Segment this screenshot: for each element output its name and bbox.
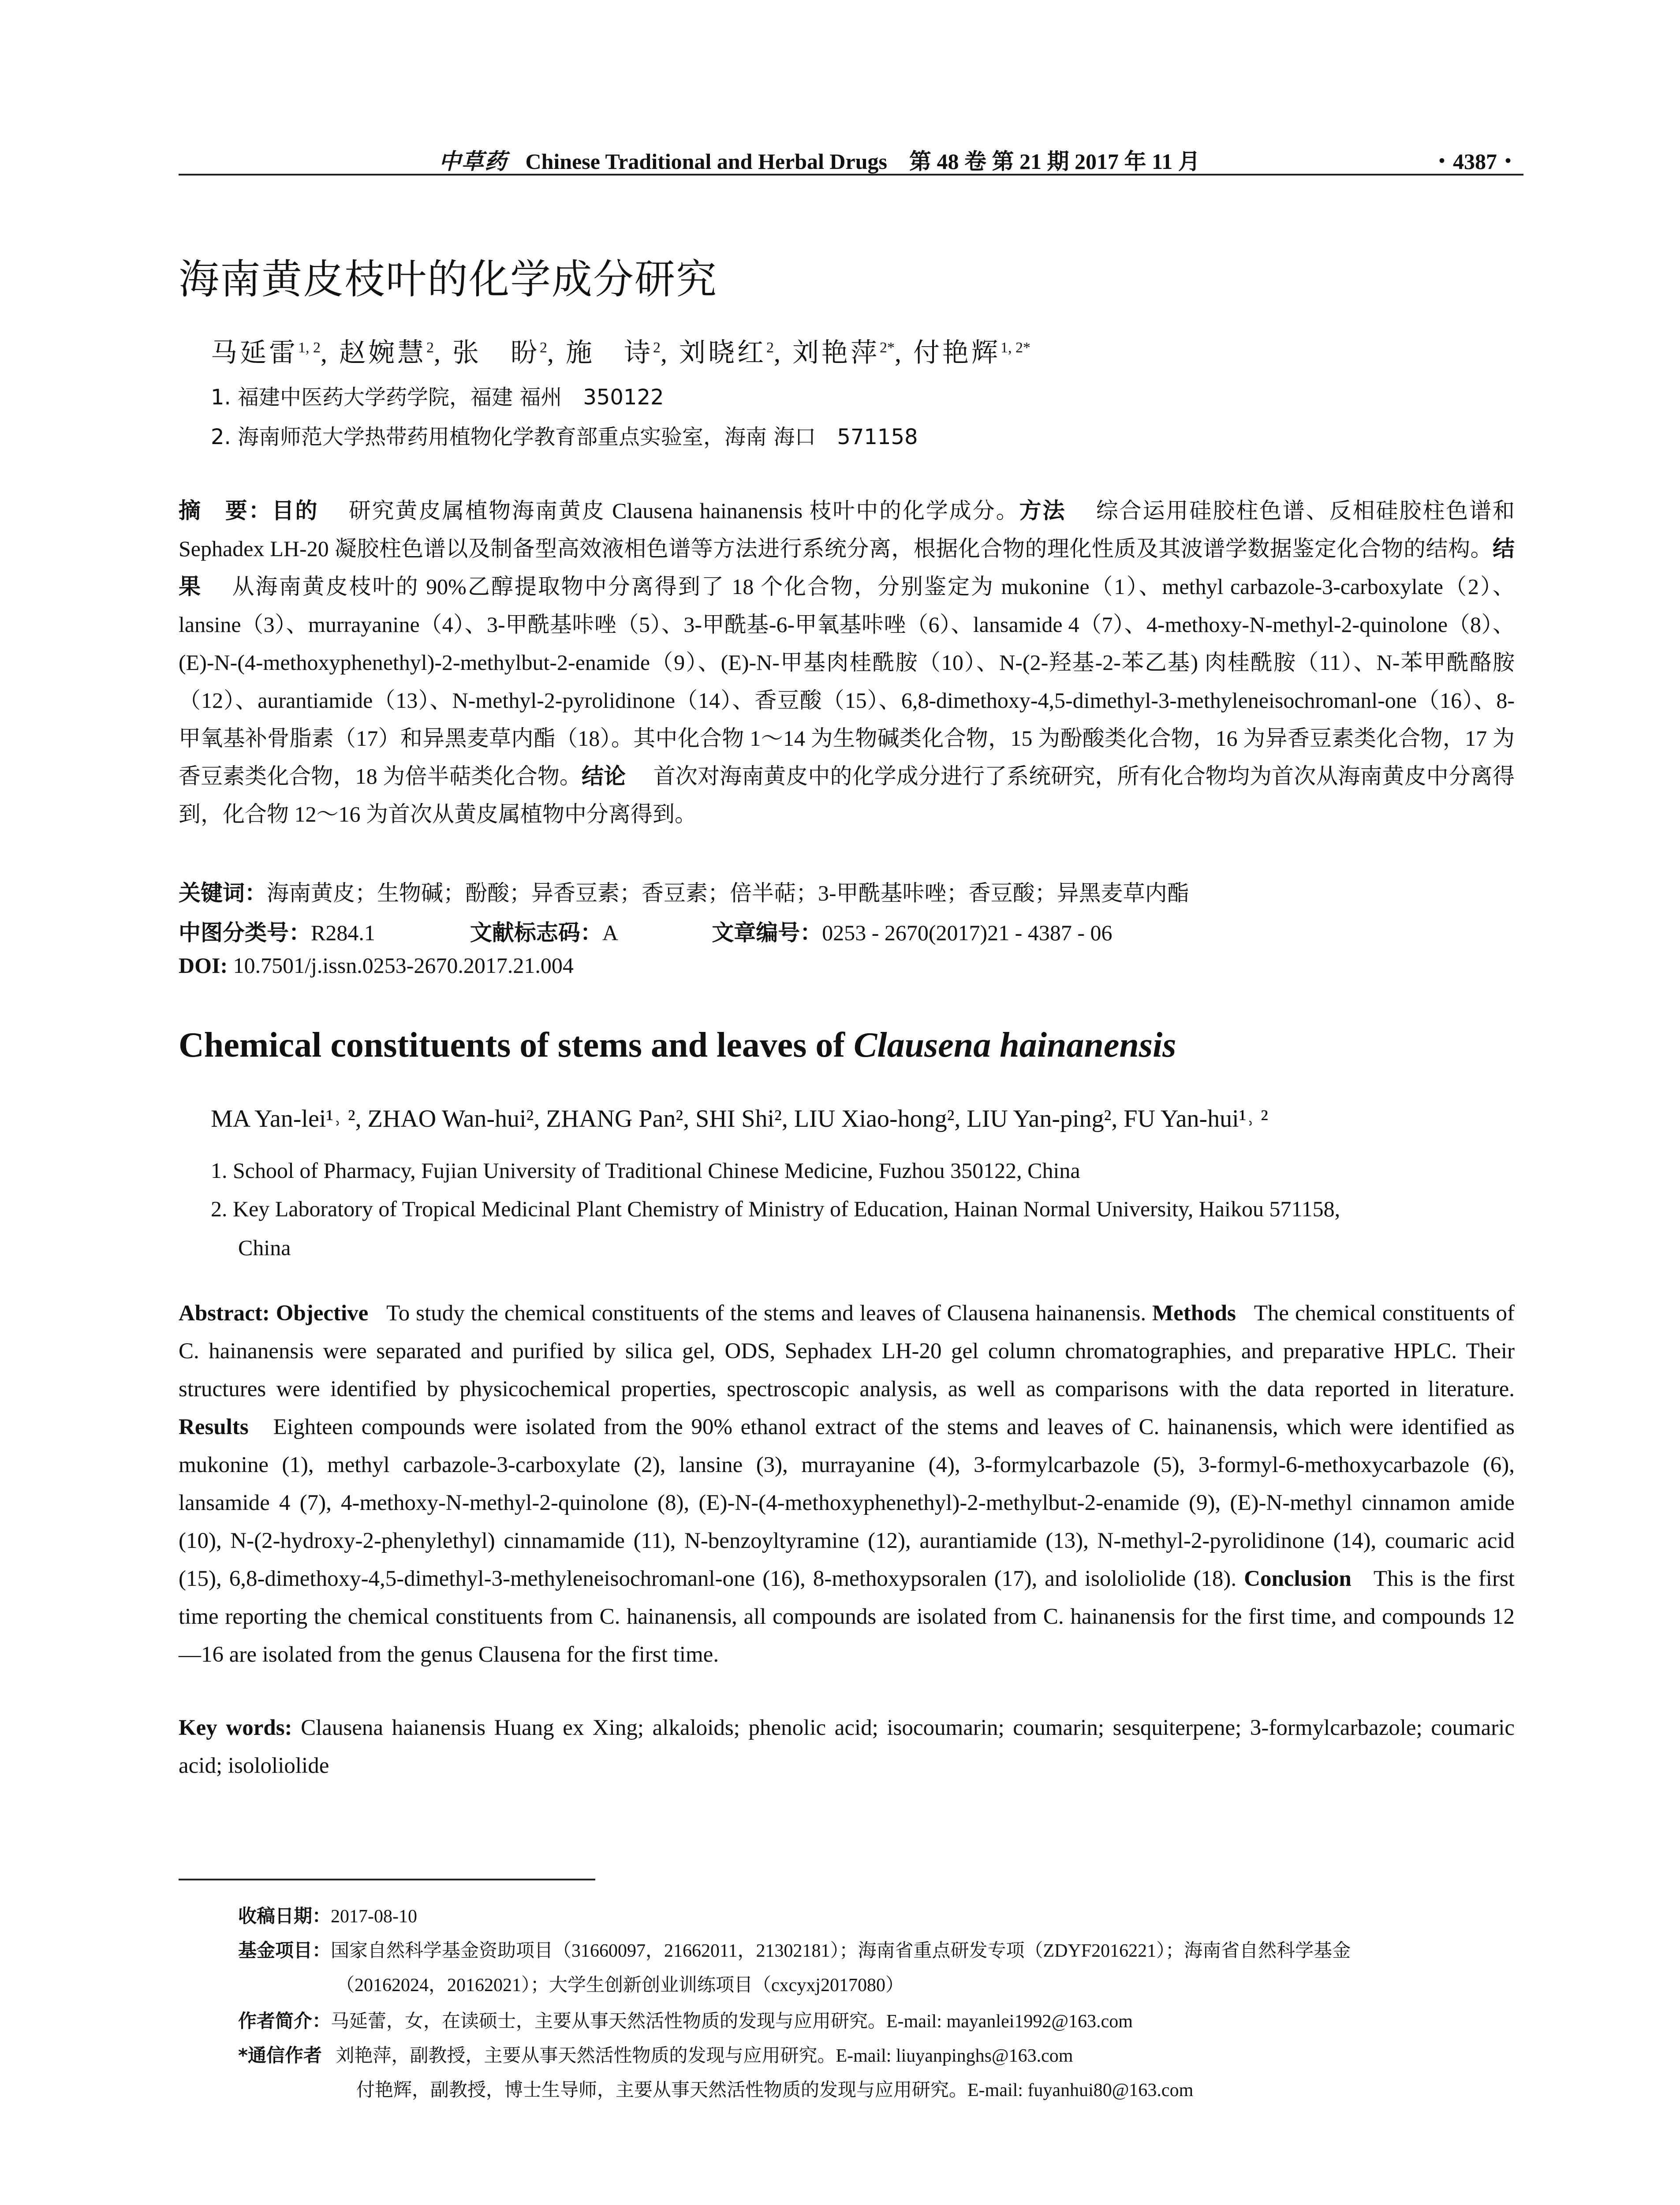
- cn-affiliation-1: 1. 福建中医药大学药学院，福建 福州 350122: [211, 385, 664, 410]
- corresponding-label: *通信作者: [238, 2044, 322, 2066]
- cn-author-affil: 1, 2*: [1001, 340, 1030, 356]
- cn-classification-row: [179, 915, 1112, 947]
- doi-row: [179, 953, 574, 978]
- author-bio-label: 作者简介：: [238, 2010, 331, 2032]
- cn-results-label: 结果: [179, 536, 1515, 599]
- received-label: 收稿日期：: [238, 1905, 331, 1927]
- author-bio-text: 马延蕾，女，在读硕士，主要从事天然活性物质的发现与应用研究。E-mail: mayanlei1992@163.com: [331, 2011, 1133, 2032]
- cn-abstract-label: 摘 要：: [179, 498, 272, 523]
- cn-author: 马延雷: [211, 338, 298, 367]
- cn-methods-text: 综合运用硅胶柱色谱、反相硅胶柱色谱和 Sephadex LH-20 凝胶柱色谱以及制备型高效液相色谱等方法进行系统分离，根据化合物的理化性质及其波谱学数据鉴定化合物的结构。: [179, 498, 1515, 561]
- journal-volume-info: Chinese Traditional and Herbal Drugs 第 48 卷 第 21 期 2017 年 11 月: [525, 149, 1200, 174]
- fund-text: 国家自然科学基金资助项目（31660097，21662011，21302181）；海南省重点研发专项（ZDYF2016221）；海南省自然科学基金: [331, 1941, 1351, 1961]
- footnote-rule: [179, 1879, 595, 1880]
- cn-author-affil: 2: [426, 340, 434, 356]
- en-keywords-label: Key words:: [179, 1715, 292, 1740]
- en-title-main: Chemical constituents of stems and leaves of: [179, 1026, 854, 1065]
- cn-author-list: 马延雷$^{1, 2}$, 赵婉慧$^2$, 张 盼$^2$, 施 诗$^2$, 刘晓红$^2$, 刘艳萍$^{2*}$, 付艳辉$^{1, 2*}$: [211, 338, 1030, 367]
- cn-author-affil: 2: [766, 340, 774, 356]
- doi-value: 10.7501/j.issn.0253-2670.2017.21.004: [233, 953, 574, 978]
- received-date: 2017-08-10: [331, 1906, 417, 1927]
- footnote-fund-cont: （20162024，20162021）；大学生创新创业训练项目（cxcyxj2017080）: [336, 1975, 904, 1996]
- cn-keywords-label: 关键词：: [179, 880, 267, 906]
- cn-conclusion-label: 结论: [582, 763, 626, 789]
- cn-keywords-text: 海南黄皮；生物碱；酚酸；异香豆素；香豆素；倍半萜；3-甲酰基咔唑；香豆酸；异黑麦草内酯: [267, 881, 1189, 905]
- doc-code-value: A: [602, 920, 617, 945]
- en-author-list: MA Yan-lei¹˒ ², ZHAO Wan-hui², ZHANG Pan², SHI Shi², LIU Xiao-hong², LIU Yan-ping², FU Yan-hui¹˒ ²: [211, 1105, 1268, 1132]
- en-abstract: [179, 1294, 1515, 1674]
- cn-author-affil: 2*: [880, 340, 895, 356]
- cn-keywords: [179, 875, 1189, 907]
- en-objective-label: Objective: [276, 1301, 369, 1326]
- running-header: [179, 140, 1523, 176]
- en-title-species: Clausena hainanensis: [853, 1026, 1176, 1065]
- cn-author: 付艳辉: [913, 338, 1001, 367]
- cn-author: 张 盼: [452, 338, 540, 367]
- cn-methods-label: 方法: [1019, 498, 1066, 523]
- cn-author: 施 诗: [566, 338, 653, 367]
- clc-label: 中图分类号：: [179, 920, 311, 946]
- en-affiliation-1: 1. School of Pharmacy, Fujian University of Traditional Chinese Medicine, Fuzhou 350122, China: [211, 1158, 1080, 1183]
- footnote-corresponding-2: 付艳辉，副教授，博士生导师，主要从事天然活性物质的发现与应用研究。E-mail: fuyanhui80@163.com: [356, 2080, 1194, 2100]
- footnote-author: [238, 2007, 1133, 2033]
- cn-objective-text: 研究黄皮属植物海南黄皮 Clausena hainanensis 枝叶中的化学成分。: [348, 498, 1019, 523]
- cn-title: 海南黄皮枝叶的化学成分研究: [179, 256, 718, 303]
- cn-author-affil: 2: [653, 340, 661, 356]
- cn-objective-label: 目的: [272, 498, 319, 523]
- journal-header-left: [439, 144, 1200, 176]
- cn-abstract: [179, 492, 1515, 833]
- page-number: ・4387・: [1431, 149, 1519, 174]
- en-conclusion-label: Conclusion: [1244, 1566, 1351, 1591]
- cn-conclusion-text: 首次对海南黄皮中的化学成分进行了系统研究，所有化合物均为首次从海南黄皮中分离得到，化合物 12～16 为首次从黄皮属植物中分离得到。: [179, 764, 1515, 826]
- cn-affiliation-2: 2. 海南师范大学热带药用植物化学教育部重点实验室，海南 海口 571158: [211, 425, 918, 449]
- fund-label: 基金项目：: [238, 1940, 331, 1961]
- doi-label: DOI:: [179, 953, 228, 978]
- en-affiliation-2-cont: China: [238, 1235, 291, 1260]
- en-keywords: [179, 1709, 1515, 1785]
- en-abstract-label: Abstract:: [179, 1301, 270, 1326]
- en-conclusion-text: This is the first time reporting the chemical constituents from C. hainanensis, all compounds are isolated from C. hainanensis for the first time, and compounds 12—16 are isolated from the genus Clausena for the first time.: [179, 1566, 1515, 1667]
- header-rule: [179, 174, 1523, 176]
- en-affiliation-2: 2. Key Laboratory of Tropical Medicinal Plant Chemistry of Ministry of Education, Hainan Normal University, Haikou 571158,: [211, 1196, 1340, 1221]
- en-results-text: Eighteen compounds were isolated from the 90% ethanol extract of the stems and leaves of C. hainanensis, which were identified as mukonine (1), methyl carbazole-3-carboxylate (2), lansine (3), murrayanine (4), 3-formylcarbazole (5), 3-formyl-6-methoxycarbazole (6), lansamide 4 (7), 4-methoxy-N-methyl-2-quinolone (8), (E)-N-(4-methoxyphenethyl)-2-methylbut-2-enamide (9), (E)-N-methyl cinnamon amide (10), N-(2-hydroxy-2-phenylethyl) cinnamamide (11), N-benzoyltyramine (12), aurantiamide (13), N-methyl-2-pyrolidinone (14), coumaric acid (15), 6,8-dimethoxy-4,5-dimethyl-3-methyleneisochromanl-one (16), 8-methoxypsoralen (17), and isololiolide (18).: [179, 1415, 1515, 1591]
- footnote-fund: [238, 1936, 1351, 1962]
- en-methods-text: The chemical constituents of C. hainanensis were separated and purified by silica gel, ODS, Sephadex LH-20 gel column chromatographies, and preparative HPLC. Their structures were identified by physicochemical properties, spectroscopic analysis, as well as comparisons with the data reported in literature.: [179, 1301, 1515, 1401]
- en-results-label: Results: [179, 1415, 249, 1439]
- corresponding-text-1: 刘艳萍，副教授，主要从事天然活性物质的发现与应用研究。E-mail: liuyanpinghs@163.com: [336, 2046, 1073, 2066]
- cn-author-affil: 1, 2: [298, 340, 321, 356]
- en-methods-label: Methods: [1152, 1301, 1236, 1326]
- footnote-corresponding: [238, 2041, 1073, 2067]
- cn-author-affil: 2: [540, 340, 547, 356]
- doc-code-label: 文献标志码：: [470, 920, 602, 946]
- footnote-received: [238, 1902, 417, 1928]
- article-no-label: 文章编号：: [712, 920, 822, 946]
- en-keywords-text: Clausena haianensis Huang ex Xing; alkaloids; phenolic acid; isocoumarin; coumarin; sesquiterpene; 3-formylcarbazole; coumaric acid; isololiolide: [179, 1715, 1515, 1778]
- cn-results-text: 从海南黄皮枝叶的 90%乙醇提取物中分离得到了 18 个化合物，分别鉴定为 mukonine（1）、methyl carbazole-3-carboxylate（2）、lansine（3）、murrayanine（4）、3-甲酰基咔唑（5）、3-甲酰基-6-甲氧基咔唑（6）、lansamide 4（7）、4-methoxy-N-methyl-2-quinolone（8）、(E)-N-(4-methoxyphenethyl)-2-methylbut-2-enamide（9）、(E)-N-甲基肉桂酰胺（10）、N-(2-羟基-2-苯乙基) 肉桂酰胺（11）、N-苯甲酰酪胺（12）、aurantiamide（13）、N-methyl-2-pyrolidinone（14）、香豆酸（15）、6,8-dimethoxy-4,5-dimethyl-3-methyleneisochromanl-one（16）、8-甲氧基补骨脂素（17）和异黑麦草内酯（18）。其中化合物 1～14 为生物碱类化合物，15 为酚酸类化合物，16 为异香豆素类化合物，17 为香豆素类化合物，18 为倍半萜类化合物。: [179, 574, 1515, 789]
- cn-author: 赵婉慧: [339, 338, 426, 367]
- cn-author: 刘艳萍: [792, 338, 880, 367]
- en-title: [179, 1025, 1176, 1065]
- journal-logo: 中草药: [439, 148, 508, 174]
- cn-author: 刘晓红: [679, 338, 766, 367]
- en-objective-text: To study the chemical constituents of the stems and leaves of Clausena hainanensis.: [386, 1301, 1146, 1326]
- clc-value: R284.1: [311, 920, 375, 945]
- article-no-value: 0253 - 2670(2017)21 - 4387 - 06: [822, 920, 1113, 945]
